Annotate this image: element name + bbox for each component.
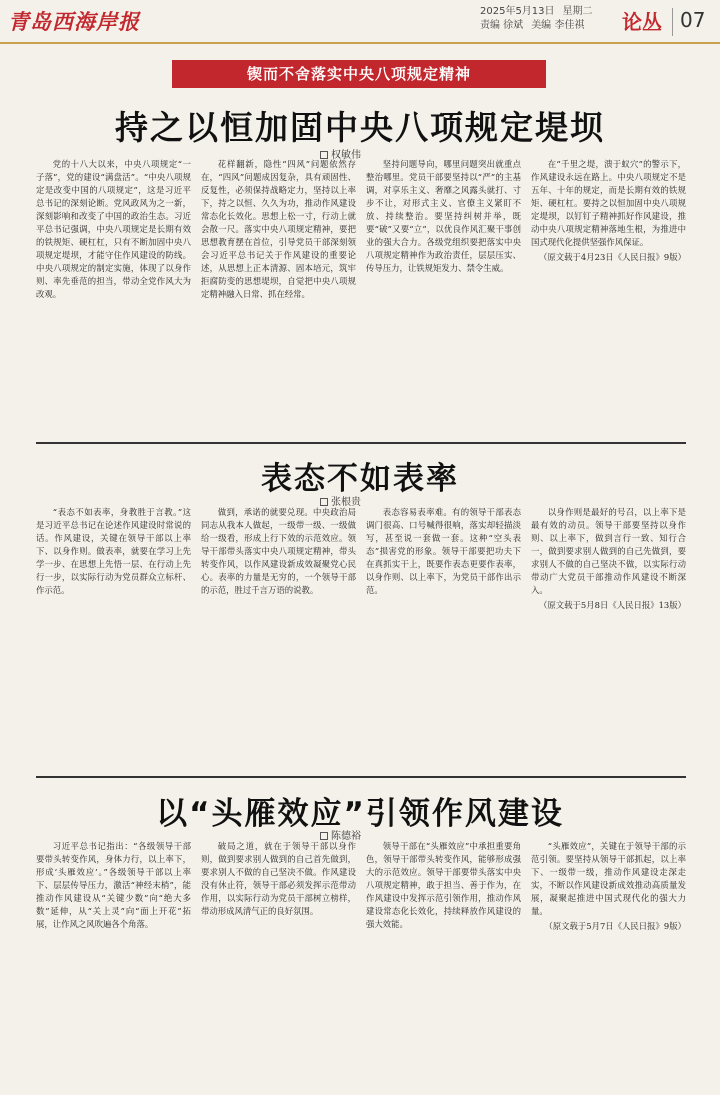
section-name: 论丛 bbox=[622, 10, 662, 34]
article-2-body bbox=[36, 506, 686, 770]
masthead-logo: 青岛西海岸报 bbox=[8, 9, 140, 34]
article-2-column-1: “表态不如表率，身教胜于言教。”这是习近平总书记在论述作风建设时常说的话。作风建设，关键在领导干部以上率下、以身作则。做表率，就要在学习上先学一步、在思想上先悟一层、在行动上先行一步，以实际行动为党员群众立标杆、作示范。 bbox=[36, 507, 191, 595]
article-3-column-4: “头雁效应”，关键在于领导干部的示范引领。要坚持从领导干部抓起，以上率下、一级带一级，推动作风建设走深走实，不断以作风建设新成效推动高质量发展，凝聚起推进中国式现代化的强大力量。 （原文载于5月7日《人民日报》9版） bbox=[531, 841, 686, 931]
article-2-column-3: 表态容易表率难。有的领导干部表态调门很高、口号喊得很响，落实却轻描淡写，甚至说一套做一套。这种“空头表态”损害党的形象。领导干部要把功夫下在真抓实干上，既要作表态更要作表率，以身作则、以上率下，为党员干部作出示范。 bbox=[366, 507, 521, 595]
section-divider bbox=[36, 442, 686, 444]
article-3-column-3: 领导干部在“头雁效应”中承担重要角色，领导干部带头转变作风，能够形成强大的示范效应。领导干部要带头落实中央八项规定精神，敢于担当、善于作为，在作风建设中发挥示范引领作用，推动作风建设常态化长效化，持续释放作风建设的强大效能。 bbox=[366, 841, 521, 929]
article-3-title: 以“头雁效应”引领作风建设 bbox=[156, 796, 564, 832]
article-3-column-2: 破局之道，就在于领导干部以身作则，做到要求别人做到的自己首先做到，要求别人不做的自己坚决不做。作风建设没有休止符，领导干部必须发挥示范带动作用，以实际行动为党员干部树立榜样，带动形成风清气正的良好氛围。 bbox=[201, 841, 356, 916]
byline-marker-icon bbox=[320, 832, 328, 840]
article-3-source: （原文载于5月7日《人民日报》9版） bbox=[544, 921, 686, 931]
article-1-source: （原文载于4月23日《人民日报》9版） bbox=[539, 252, 686, 262]
article-1-author: 权敏伟 bbox=[331, 150, 361, 161]
issue-weekday: 星期二 bbox=[562, 6, 593, 17]
editor-credit: 责编 徐斌 bbox=[480, 20, 524, 31]
article-1-column-2: 花样翻新，隐性“四风”问题依然存在，“四风”问题成因复杂，具有顽固性、反复性，必须保持战略定力，坚持以上率下，持之以恒、久久为功，推动作风建设常态化长效化。思想上松一寸，行动上就会散一尺。落实中央八项规定精神，要把思想教育摆在首位，引导党员干部深刻领会习近平总书记关于作风建设的重要论述，从思想上正本清源、固本培元，筑牢拒腐防变的思想堤坝，自觉把中央八项规定精神融入日常、抓在经常。 bbox=[201, 159, 356, 299]
article-2-column-4: 以身作则是最好的号召，以上率下是最有效的动员。领导干部要坚持以身作则、以上率下，做到言行一致、知行合一，做到要求别人做到的自己先做到，要求别人不做的自己坚决不做，以实际行动带动广大党员干部推动作风建设不断深入。 （原文载于5月8日《人民日报》13版） bbox=[531, 507, 686, 610]
article-2-source: （原文载于5月8日《人民日报》13版） bbox=[539, 600, 686, 610]
header-divider bbox=[672, 8, 673, 36]
article-1-column-1: 党的十八大以来，中央八项规定“一子落”，党的建设“满盘活”。“中央八项规定是改变中国的八项规定”，这是习近平总书记的深刻论断。党风政风为之一新，深刻影响和改变了中国的政治生态。习近平总书记强调，中央八项规定是长期有效的铁规矩、硬杠杠，只有不断加固中央八项规定堤坝，才能守住作风建设的防线。中央八项规定的制定实施，体现了以身作则、率先垂范的担当，带动全党作风大为改观。 bbox=[36, 159, 191, 299]
topic-banner: 锲而不舍落实中央八项规定精神 bbox=[172, 60, 546, 88]
article-2-author: 张根贵 bbox=[331, 497, 361, 508]
article-3-author: 陈德裕 bbox=[331, 831, 361, 842]
article-1-title: 持之以恒加固中央八项规定堤坝 bbox=[115, 108, 605, 147]
article-2-title: 表态不如表率 bbox=[261, 461, 459, 497]
byline-marker-icon bbox=[320, 498, 328, 506]
article-1-body bbox=[36, 158, 686, 436]
section-divider bbox=[36, 776, 686, 778]
issue-date: 2025年5月13日 bbox=[480, 6, 555, 17]
page-header bbox=[0, 0, 720, 44]
article-3-column-1: 习近平总书记指出：“各级领导干部要带头转变作风，身体力行，以上率下，形成‘头雁效应’。”各级领导干部以上率下、层层传导压力，激活“神经末梢”，能推动作风建设从“关键少数”向“绝大多数”延伸，从“关上灵”向“面上开花”拓展，让作风之风吹遍各个角落。 bbox=[36, 841, 191, 929]
article-1-column-4: 在“千里之堤，溃于蚁穴”的警示下，作风建设永远在路上。中央八项规定不是五年、十年的规定，而是长期有效的铁规矩、硬杠杠。要持之以恒加固中央八项规定堤坝，以钉钉子精神抓好作风建设，推动中央八项规定精神落地生根，为推进中国式现代化提供坚强作风保证。 （原文载于4月23日《人民日报》9版） bbox=[531, 159, 686, 262]
header-meta bbox=[480, 5, 593, 33]
article-1-column-3: 坚持问题导向，哪里问题突出就重点整治哪里。党员干部要坚持以“严”的主基调，对享乐主义、奢靡之风露头就打、寸步不让，对形式主义、官僚主义紧盯不放、持续整治。要坚持纠树并举，既要“破”又要“立”，以优良作风汇聚干事创业的强大合力。各级党组织要把落实中央八项规定精神作为政治责任，层层压实、传导压力，让铁规矩发力、禁令生威。 bbox=[366, 159, 521, 273]
article-3-body bbox=[36, 840, 686, 1088]
page-number: 07 bbox=[680, 8, 706, 32]
article-2-column-2: 做到，承诺的就要兑现。中央政治局同志从我本人做起，一级带一级、一级做给一级看，形成上行下效的示范效应。领导干部带头落实中央八项规定精神，带头转变作风，以作风建设新成效凝聚党心民心。表率的力量是无穷的，一个领导干部的示范，胜过千言万语的说教。 bbox=[201, 507, 356, 595]
designer-credit: 美编 李佳祺 bbox=[531, 20, 585, 31]
